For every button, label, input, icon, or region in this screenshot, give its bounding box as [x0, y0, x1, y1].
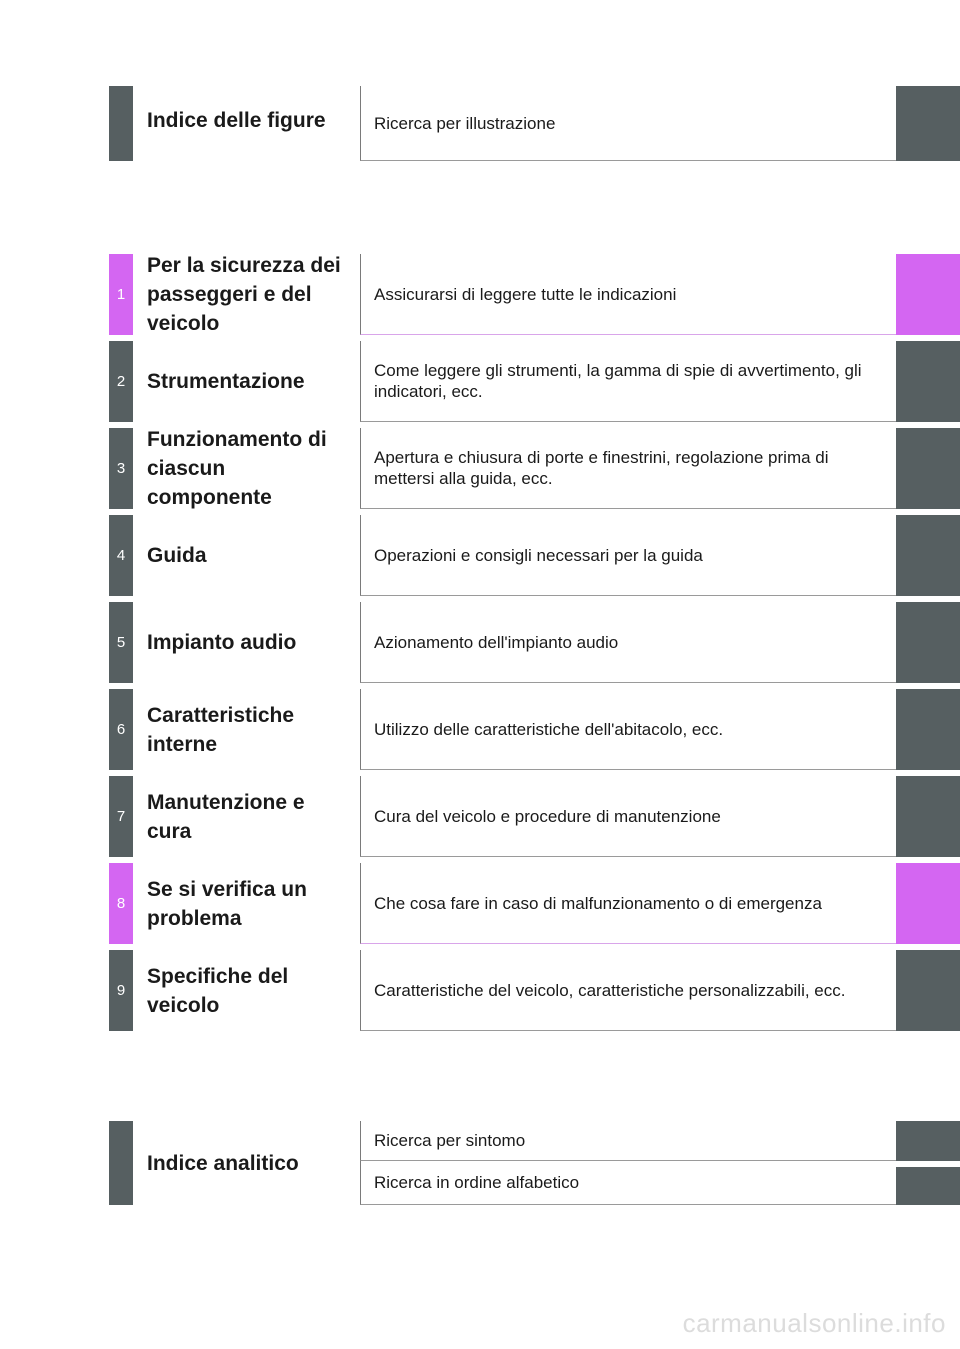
chapter-row[interactable]	[0, 776, 960, 857]
chapter-description: Cura del veicolo e procedure di manutenzione	[360, 776, 896, 857]
chapter-right-tab	[896, 515, 960, 596]
chapter-row[interactable]	[0, 515, 960, 596]
chapter-title: Funzionamento di ciascun componente	[147, 428, 327, 509]
chapter-description: Che cosa fare in caso di malfunzionamento o di emergenza	[360, 863, 896, 944]
header-description: Ricerca per illustrazione	[360, 86, 896, 161]
index-title: Indice analitico	[147, 1151, 299, 1175]
chapter-right-tab	[896, 428, 960, 509]
chapter-number-tab: 8	[109, 863, 133, 944]
chapter-right-tab	[896, 689, 960, 770]
chapter-row[interactable]	[0, 689, 960, 770]
chapter-title: Manutenzione e cura	[147, 790, 305, 843]
chapter-right-tab	[896, 863, 960, 944]
chapter-row[interactable]	[0, 341, 960, 422]
chapter-description: Caratteristiche del veicolo, caratteristiche personalizzabili, ecc.	[360, 950, 896, 1031]
index-item-alphabetical[interactable]: Ricerca in ordine alfabetico	[360, 1161, 896, 1205]
index-right-tab-1	[896, 1121, 960, 1161]
chapter-description: Apertura e chiusura di porte e finestrini, regolazione prima di mettersi alla guida, ecc.	[360, 428, 896, 509]
chapter-right-tab	[896, 602, 960, 683]
chapter-title: Impianto audio	[147, 631, 297, 654]
chapter-row[interactable]	[0, 950, 960, 1031]
chapter-row[interactable]	[0, 863, 960, 944]
chapter-number-tab: 1	[109, 254, 133, 335]
chapter-number-tab: 6	[109, 689, 133, 770]
index-right-tab-2	[896, 1167, 960, 1205]
chapter-number-tab: 2	[109, 341, 133, 422]
index-row	[0, 1121, 960, 1205]
chapter-title: Strumentazione	[147, 370, 305, 393]
chapter-row[interactable]	[0, 602, 960, 683]
chapter-title: Se si verifica un problema	[147, 877, 307, 930]
chapter-number-tab: 3	[109, 428, 133, 509]
chapter-title: Caratteristiche interne	[147, 703, 295, 756]
chapter-title: Per la sicurezza dei passeggeri e del veicolo	[147, 254, 341, 335]
header-left-tab	[109, 86, 133, 161]
chapter-number-tab: 5	[109, 602, 133, 683]
header-right-tab	[896, 86, 960, 161]
chapter-number-tab: 9	[109, 950, 133, 1031]
chapter-description: Utilizzo delle caratteristiche dell'abitacolo, ecc.	[360, 689, 896, 770]
header-title: Indice delle figure	[147, 109, 326, 132]
watermark: carmanualsonline.info	[682, 1308, 946, 1338]
chapter-number-tab: 4	[109, 515, 133, 596]
chapter-description: Come leggere gli strumenti, la gamma di spie di avvertimento, gli indicatori, ecc.	[360, 341, 896, 422]
index-item-symptom[interactable]: Ricerca per sintomo	[360, 1121, 896, 1161]
chapter-description: Operazioni e consigli necessari per la guida	[360, 515, 896, 596]
chapter-right-tab	[896, 950, 960, 1031]
chapter-description: Assicurarsi di leggere tutte le indicazioni	[360, 254, 896, 335]
chapter-title: Specifiche del veicolo	[147, 964, 289, 1017]
chapter-right-tab	[896, 776, 960, 857]
chapter-right-tab	[896, 254, 960, 335]
chapter-title: Guida	[147, 544, 207, 567]
chapter-row[interactable]	[0, 428, 960, 509]
chapter-right-tab	[896, 341, 960, 422]
header-row[interactable]	[0, 86, 960, 161]
chapter-number-tab: 7	[109, 776, 133, 857]
chapter-row[interactable]	[0, 254, 960, 335]
index-left-tab	[109, 1121, 133, 1205]
chapter-description: Azionamento dell'impianto audio	[360, 602, 896, 683]
